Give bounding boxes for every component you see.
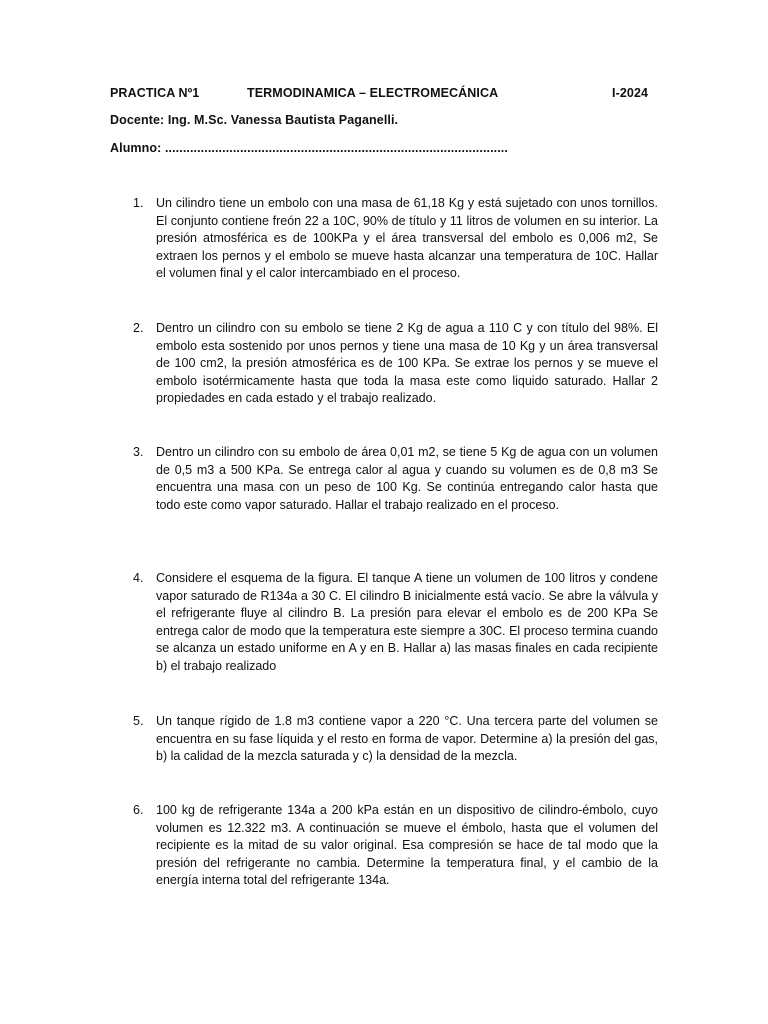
problem-number: 2. [133, 321, 144, 335]
problem-text: 100 kg de refrigerante 134a a 200 kPa están en un dispositivo de cilindro-émbolo, cuyo volumen es 12.322 m3. A continuación se mueve el émbolo, hasta que el volumen del recipiente es la mitad de su valor original. Esa compresión se hace de tal modo que la presión del refrigerante no cambia. Determine la temperatura final, y el cambio de la energía interna total del refrigerante 134a. [156, 803, 658, 888]
problem-number: 5. [133, 714, 144, 728]
teacher-line: Docente: Ing. M.Sc. Vanessa Bautista Paganelli. [110, 113, 399, 127]
problem-text: Dentro un cilindro con su embolo de área 0,01 m2, se tiene 5 Kg de agua con un volumen de 0,5 m3 a 500 KPa. Se entrega calor al agua y cuando su volumen es de 0,8 m3 Se encuentra una masa con un peso de 100 Kg. Se continúa entregando calor hasta que todo este como vapor saturado. Hallar el trabajo realizado en el proceso. [156, 445, 658, 512]
practice-number: PRACTICA Nº1 [110, 86, 200, 100]
header-title-row [110, 86, 655, 104]
problem-text: Dentro un cilindro con su embolo se tiene 2 Kg de agua a 110 C y con título del 98%. El embolo esta sostenido por unos pernos y tiene una masa de 10 Kg y un área transversal de 100 cm2, la presión atmosférica es de 100 KPa. Se extrae los pernos y se mueve el embolo isotérmicamente hasta que toda la masa este como liquido saturado. Hallar 2 propiedades en cada estado y el trabajo realizado. [156, 321, 658, 406]
problem-number: 1. [133, 196, 144, 210]
problem-text: Considere el esquema de la figura. El tanque A tiene un volumen de 100 litros y condene vapor saturado de R134a a 30 C. El cilindro B inicialmente está vacío. Se abre la válvula y el refrigerante fluye al cilindro B. La presión para elevar el embolo es de 200 KPa Se entrega calor de modo que la temperatura este siempre a 30C. El proceso termina cuando se alcanza un estado uniforme en A y en B. Hallar a) las masas finales en cada recipiente b) el trabajo realizado [156, 571, 658, 673]
problem-number: 3. [133, 445, 144, 459]
subject-title: TERMODINAMICA – ELECTROMECÁNICA [247, 86, 499, 100]
term-label: I-2024 [612, 86, 649, 100]
problem-number: 4. [133, 571, 144, 585]
student-line: Alumno: ................................................................................................ [110, 141, 508, 155]
problem-text: Un tanque rígido de 1.8 m3 contiene vapor a 220 °C. Una tercera parte del volumen se encuentra en su fase líquida y el resto en forma de vapor. Determine a) la presión del gas, b) la calidad de la mezcla saturada y c) la densidad de la mezcla. [156, 714, 658, 764]
problem-text: Un cilindro tiene un embolo con una masa de 61,18 Kg y está sujetado con unos tornillos. El conjunto contiene freón 22 a 10C, 90% de título y 11 litros de volumen en su interior. La presión atmosférica es de 100KPa y el área transversal del embolo es 0,006 m2, Se extraen los pernos y el embolo se mueve hasta alcanzar una temperatura de 10C. Hallar el volumen final y el calor intercambiado en el proceso. [156, 196, 658, 281]
problem-number: 6. [133, 803, 144, 817]
